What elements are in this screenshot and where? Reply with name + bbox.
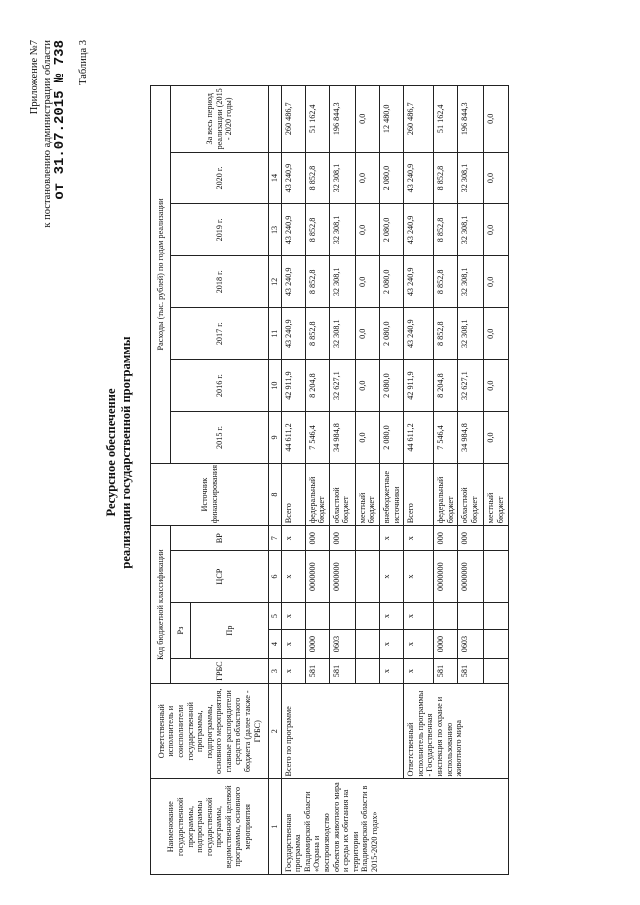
year-amount-cell: 34 984,8 — [329, 412, 355, 464]
grbs-cell: х — [379, 659, 403, 684]
column-number: 10 — [269, 360, 282, 412]
table-number-label: Таблица 3 — [78, 40, 89, 85]
vr-cell: 000 — [458, 526, 484, 551]
header-rz: Рз — [171, 603, 191, 659]
pr-cell — [355, 603, 379, 630]
header-vr: ВР — [171, 526, 269, 551]
year-amount-cell: 8 852,8 — [434, 204, 458, 256]
header-source: Источник финансирования — [151, 463, 269, 525]
funding-source-cell: федеральный бюджет — [434, 463, 458, 525]
rz-cell — [355, 630, 379, 659]
column-number: 9 — [269, 412, 282, 464]
funding-source-cell: Всего — [281, 463, 305, 525]
grbs-cell: х — [404, 659, 434, 684]
header-year-2018: 2018 г. — [171, 256, 269, 308]
year-amount-cell: 0,0 — [355, 308, 379, 360]
vr-cell — [484, 526, 508, 551]
funding-source-cell: внебюджетные источники — [379, 463, 403, 525]
header-expenses: Расходы (тыс. рублей) по годам реализации — [151, 86, 171, 464]
total-amount-cell: 12 480,0 — [379, 86, 403, 153]
year-amount-cell: 32 308,1 — [458, 204, 484, 256]
column-number: 3 — [269, 659, 282, 684]
funding-source-cell: областной бюджет — [458, 463, 484, 525]
total-amount-cell: 51 162,4 — [434, 86, 458, 153]
column-number: 6 — [269, 551, 282, 603]
header-year-2017: 2017 г. — [171, 308, 269, 360]
pr-cell — [484, 603, 508, 630]
year-amount-cell: 7 546,4 — [305, 412, 329, 464]
pr-cell — [329, 603, 355, 630]
year-amount-cell: 0,0 — [484, 204, 508, 256]
csr-cell: х — [404, 551, 434, 603]
year-amount-cell: 8 204,8 — [434, 360, 458, 412]
rz-cell — [484, 630, 508, 659]
page-title — [104, 0, 134, 905]
funding-source-cell: местный бюджет — [355, 463, 379, 525]
year-amount-cell: 34 984,8 — [458, 412, 484, 464]
year-amount-cell: 43 240,9 — [281, 256, 305, 308]
header-grbs: ГРБС — [171, 659, 269, 684]
rz-cell: 0603 — [458, 630, 484, 659]
year-amount-cell: 44 611,2 — [404, 412, 434, 464]
total-amount-cell: 196 844,3 — [458, 86, 484, 153]
year-amount-cell: 43 240,9 — [404, 308, 434, 360]
rz-cell: 0603 — [329, 630, 355, 659]
header-csr: ЦСР — [171, 551, 269, 603]
year-amount-cell: 32 627,1 — [329, 360, 355, 412]
year-amount-cell: 8 852,8 — [305, 204, 329, 256]
year-amount-cell: 0,0 — [484, 308, 508, 360]
funding-source-cell: федеральный бюджет — [305, 463, 329, 525]
year-amount-cell: 32 308,1 — [458, 152, 484, 204]
column-number: 2 — [269, 684, 282, 780]
pr-cell: х — [404, 603, 434, 630]
rz-cell: х — [404, 630, 434, 659]
year-amount-cell: 8 852,8 — [305, 256, 329, 308]
csr-cell: 0000000 — [305, 551, 329, 603]
year-amount-cell: 8 204,8 — [305, 360, 329, 412]
total-amount-cell: 0,0 — [484, 86, 508, 153]
total-amount-cell: 260 486,7 — [281, 86, 305, 153]
column-number: 8 — [269, 463, 282, 525]
year-amount-cell: 0,0 — [355, 412, 379, 464]
column-number: 5 — [269, 603, 282, 630]
csr-cell: х — [379, 551, 403, 603]
vr-cell: 000 — [434, 526, 458, 551]
column-number: 4 — [269, 630, 282, 659]
year-amount-cell: 0,0 — [355, 152, 379, 204]
year-amount-cell: 8 852,8 — [434, 256, 458, 308]
year-amount-cell: 43 240,9 — [281, 308, 305, 360]
decree-label: к постановлению администрации области — [42, 40, 53, 228]
title-line-2: реализации государственной программы — [119, 336, 133, 569]
header-executor: Ответственный исполнитель и соисполнители государственной программы, подпрограммы, основного мероприятия, главные распорядители средств областного бюджета (далее также - ГРБС) — [151, 684, 269, 780]
header-year-2016: 2016 г. — [171, 360, 269, 412]
column-number: 11 — [269, 308, 282, 360]
header-year-2019: 2019 г. — [171, 204, 269, 256]
funding-source-cell: местный бюджет — [484, 463, 508, 525]
vr-cell: х — [379, 526, 403, 551]
pr-cell — [305, 603, 329, 630]
csr-cell: 0000000 — [329, 551, 355, 603]
funding-source-cell: Всего — [404, 463, 434, 525]
table-body — [281, 86, 508, 875]
year-amount-cell: 32 308,1 — [329, 308, 355, 360]
total-amount-cell: 260 486,7 — [404, 86, 434, 153]
year-amount-cell: 43 240,9 — [281, 152, 305, 204]
csr-cell: х — [281, 551, 305, 603]
year-amount-cell: 2 080,0 — [379, 412, 403, 464]
vr-cell: х — [281, 526, 305, 551]
pr-cell: х — [281, 603, 305, 630]
year-amount-cell: 42 911,9 — [281, 360, 305, 412]
resource-table — [150, 85, 509, 875]
pr-cell: х — [379, 603, 403, 630]
vr-cell — [355, 526, 379, 551]
total-amount-cell: 196 844,3 — [329, 86, 355, 153]
header-year-2015: 2015 г. — [171, 412, 269, 464]
year-amount-cell: 0,0 — [355, 256, 379, 308]
year-amount-cell: 0,0 — [484, 360, 508, 412]
grbs-cell: 581 — [458, 659, 484, 684]
year-amount-cell: 43 240,9 — [404, 204, 434, 256]
executor-cell: Ответственный исполнитель программы - Государственная инспекция по охране и использованию животного мира — [404, 684, 508, 780]
rz-cell: х — [379, 630, 403, 659]
grbs-cell — [355, 659, 379, 684]
rz-cell: х — [281, 630, 305, 659]
year-amount-cell: 0,0 — [484, 256, 508, 308]
grbs-cell: 581 — [305, 659, 329, 684]
document-header — [28, 40, 90, 228]
rz-cell: 0000 — [434, 630, 458, 659]
header-total-period: За весь период реализации (2015 - 2020 годы) — [171, 86, 269, 153]
pr-cell — [458, 603, 484, 630]
year-amount-cell: 2 080,0 — [379, 204, 403, 256]
year-amount-cell: 32 308,1 — [329, 204, 355, 256]
year-amount-cell: 44 611,2 — [281, 412, 305, 464]
column-number: 1 — [269, 779, 282, 875]
grbs-cell — [484, 659, 508, 684]
year-amount-cell: 0,0 — [484, 152, 508, 204]
table-row — [404, 86, 434, 875]
year-amount-cell: 8 852,8 — [305, 308, 329, 360]
csr-cell: 0000000 — [434, 551, 458, 603]
executor-cell: Всего по программе — [281, 684, 404, 780]
year-amount-cell: 0,0 — [484, 412, 508, 464]
year-amount-cell: 7 546,4 — [434, 412, 458, 464]
year-amount-cell: 32 308,1 — [329, 256, 355, 308]
year-amount-cell: 2 080,0 — [379, 152, 403, 204]
vr-cell: 000 — [329, 526, 355, 551]
year-amount-cell: 2 080,0 — [379, 308, 403, 360]
header-budget-code: Код бюджетной классификации — [151, 526, 171, 684]
funding-source-cell: областной бюджет — [329, 463, 355, 525]
grbs-cell: 581 — [434, 659, 458, 684]
rz-cell: 0000 — [305, 630, 329, 659]
column-number: 7 — [269, 526, 282, 551]
column-number-row — [269, 86, 282, 875]
title-line-1: Ресурсное обеспечение — [104, 388, 118, 517]
year-amount-cell: 2 080,0 — [379, 360, 403, 412]
year-amount-cell: 32 308,1 — [458, 308, 484, 360]
grbs-cell: 581 — [329, 659, 355, 684]
appendix-label: Приложение №7 — [29, 40, 40, 115]
total-amount-cell: 51 162,4 — [305, 86, 329, 153]
program-name-cell: Государственная программа Владимирской области «Охрана и воспроизводство объектов животного мира и среды их обитания на территории Владимирской области в 2015-2020 годах» — [281, 779, 508, 875]
year-amount-cell: 8 852,8 — [305, 152, 329, 204]
year-amount-cell: 42 911,9 — [404, 360, 434, 412]
csr-cell: 0000000 — [458, 551, 484, 603]
year-amount-cell: 43 240,9 — [404, 152, 434, 204]
header-year-2020: 2020 г. — [171, 152, 269, 204]
year-amount-cell: 8 852,8 — [434, 308, 458, 360]
grbs-cell: х — [281, 659, 305, 684]
year-amount-cell: 32 308,1 — [329, 152, 355, 204]
column-number: 12 — [269, 256, 282, 308]
vr-cell: х — [404, 526, 434, 551]
header-program-name: Наименование государственной программы, подпрограммы государственной программы, ведомственной целевой программы, основного мероприятия — [151, 779, 269, 875]
total-amount-cell: 0,0 — [355, 86, 379, 153]
year-amount-cell: 2 080,0 — [379, 256, 403, 308]
column-number: 14 — [269, 152, 282, 204]
year-amount-cell: 43 240,9 — [281, 204, 305, 256]
header-pr: Пр — [191, 603, 269, 659]
csr-cell — [484, 551, 508, 603]
column-number: 13 — [269, 204, 282, 256]
year-amount-cell: 0,0 — [355, 204, 379, 256]
year-amount-cell: 32 308,1 — [458, 256, 484, 308]
year-amount-cell: 8 852,8 — [434, 152, 458, 204]
column-number — [269, 86, 282, 153]
year-amount-cell: 43 240,9 — [404, 256, 434, 308]
csr-cell — [355, 551, 379, 603]
table-row — [281, 86, 305, 875]
year-amount-cell: 0,0 — [355, 360, 379, 412]
pr-cell — [434, 603, 458, 630]
year-amount-cell: 32 627,1 — [458, 360, 484, 412]
date-number-stamp: от 31.07.2015 № 738 — [52, 40, 68, 200]
vr-cell: 000 — [305, 526, 329, 551]
